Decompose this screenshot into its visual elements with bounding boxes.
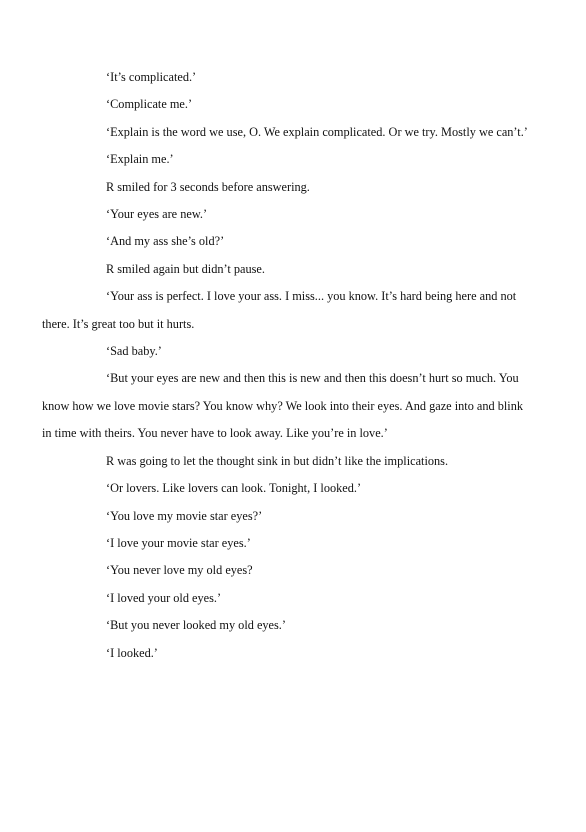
- paragraph: ‘I loved your old eyes.’: [106, 590, 222, 605]
- paragraph: ‘Explain me.’: [106, 152, 174, 167]
- paragraph: ‘Complicate me.’: [106, 97, 193, 112]
- paragraph: ‘I looked.’: [106, 645, 158, 660]
- paragraph: ‘I love your movie star eyes.’: [106, 535, 251, 550]
- paragraph: ‘Or lovers. Like lovers can look. Tonight, I looked.’: [106, 481, 362, 496]
- paragraph: ‘And my ass she’s old?’: [106, 234, 225, 249]
- paragraph: ‘Sad baby.’: [106, 344, 162, 359]
- paragraph: R smiled for 3 seconds before answering.: [106, 179, 310, 194]
- paragraph: ‘Explain is the word we use, O. We explain complicated. Or we try. Mostly we can’t.’: [106, 124, 528, 139]
- paragraph: ‘You never love my old eyes?: [106, 563, 253, 578]
- paragraph: ‘You love my movie star eyes?’: [106, 508, 263, 523]
- paragraph: R smiled again but didn’t pause.: [106, 261, 265, 276]
- paragraph: ‘It’s complicated.’: [106, 70, 197, 84]
- paragraph: ‘But you never looked my old eyes.’: [106, 618, 286, 633]
- paragraph: ‘But your eyes are new and then this is new and then this doesn’t hurt so much. You know how we love movie stars? You know why? We look into their eyes. And gaze into and blink in time with theirs. You never have to look away. Like you’re in love.’: [42, 371, 524, 441]
- paragraph: ‘Your eyes are new.’: [106, 207, 208, 222]
- paragraph: R was going to let the thought sink in but didn’t like the implications.: [106, 453, 449, 468]
- document-body: [42, 64, 528, 667]
- paragraph: ‘Your ass is perfect. I love your ass. I miss... you know. It’s hard being here and not there. It’s great too but it hurts.: [42, 289, 517, 331]
